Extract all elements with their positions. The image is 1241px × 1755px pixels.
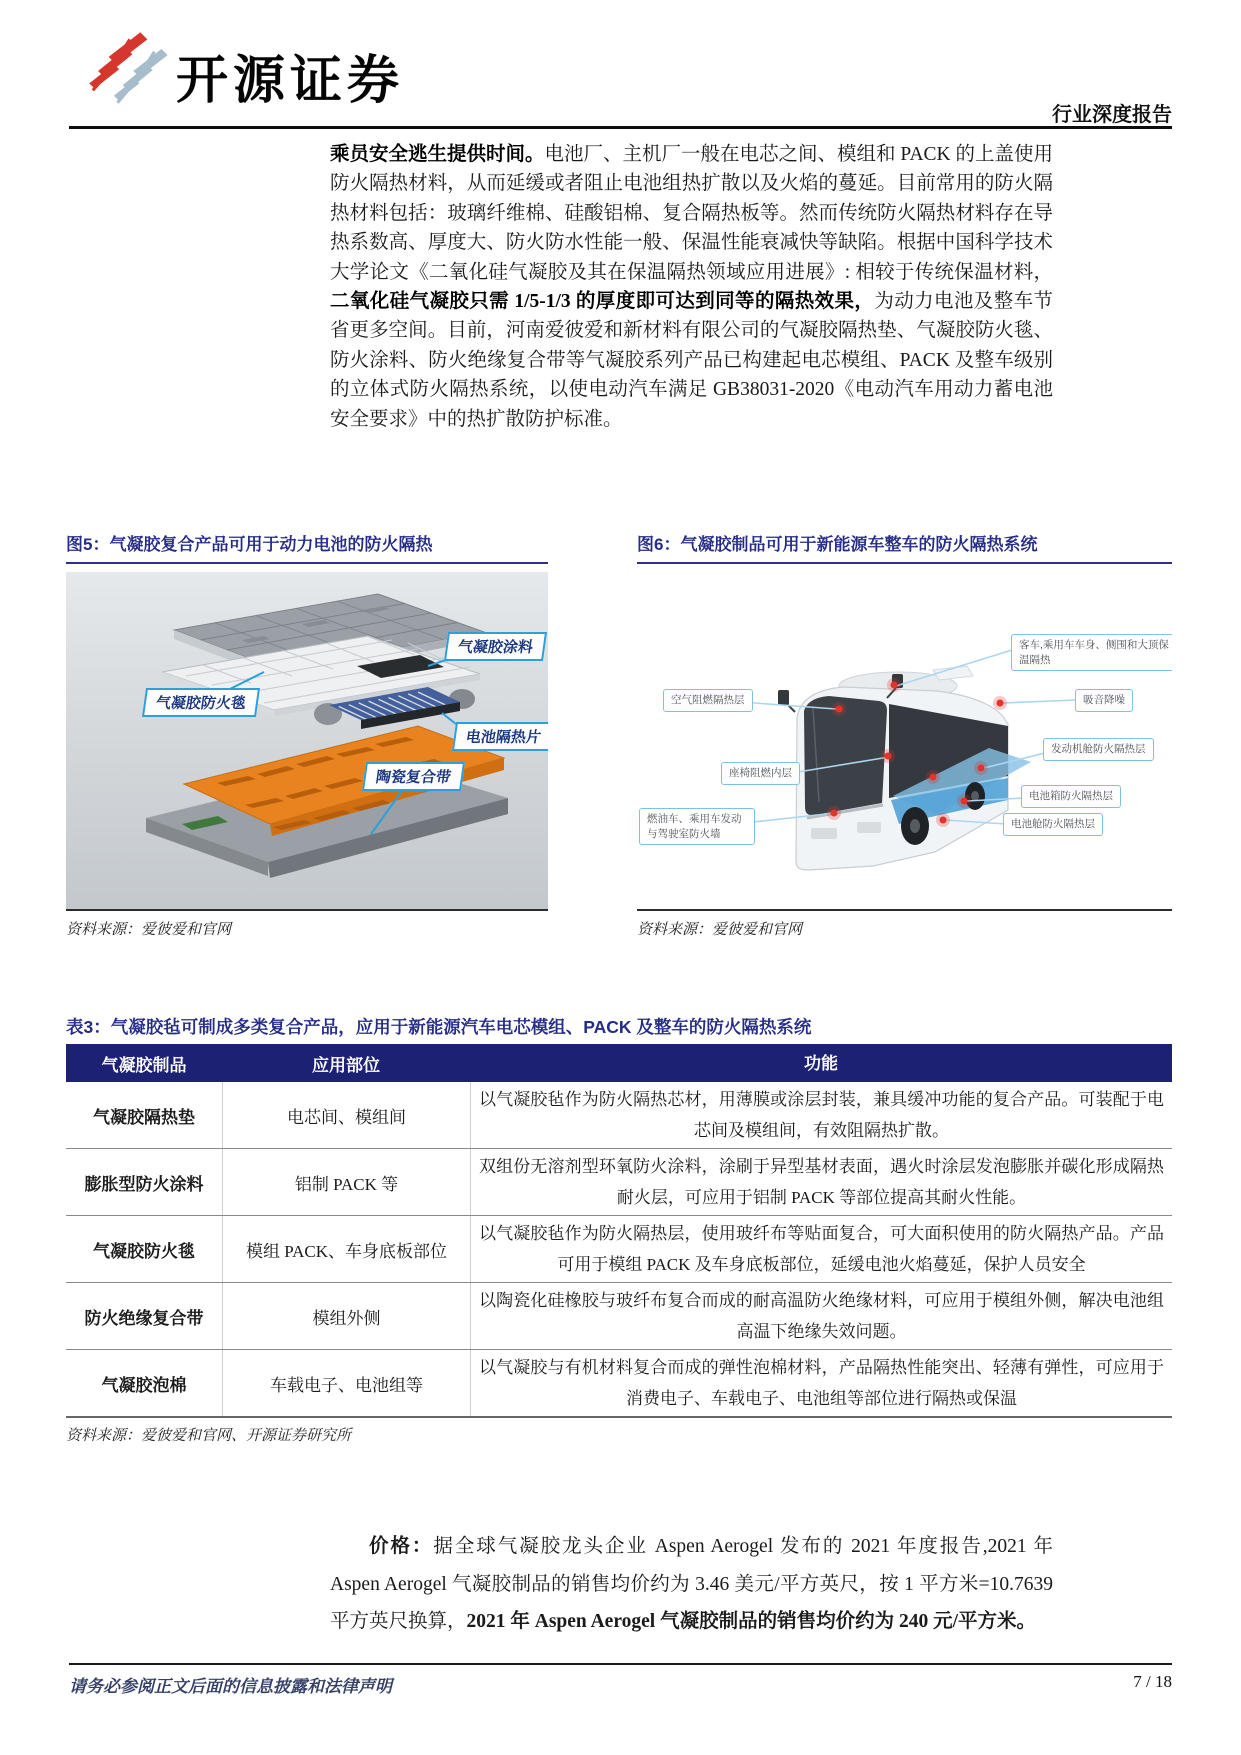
table3-source: 资料来源：爱彼爱和官网、开源证券研究所 bbox=[66, 1428, 352, 1444]
brand-name: 开源证券 bbox=[176, 52, 405, 110]
figure6 bbox=[637, 530, 1172, 939]
figure5 bbox=[66, 530, 548, 939]
figure6-image bbox=[637, 572, 1172, 911]
table-row bbox=[66, 1283, 1172, 1350]
fig5-callout-label: 电池隔热片 bbox=[452, 722, 548, 751]
cell-application: 车载电子、电池组等 bbox=[223, 1350, 471, 1416]
price-paragraph bbox=[330, 1528, 1053, 1641]
cell-function bbox=[471, 1082, 1172, 1148]
fig5-callout-label: 气凝胶防火毯 bbox=[142, 688, 260, 717]
fig6-callout-label: 燃油车、乘用车发动与驾驶室防火墙 bbox=[639, 808, 755, 845]
table3-header-function bbox=[470, 1044, 1172, 1082]
figure6-title: 图6：气凝胶制品可用于新能源车整车的防火隔热系统 bbox=[637, 530, 1172, 564]
para-bold-lead: 乘员安全逃生提供时间。 bbox=[330, 144, 545, 165]
cell-function-text: 以气凝胶与有机材料复合而成的弹性泡棉材料，产品隔热性能突出、轻薄有弹性，可应用于消费电子、车载电子、电池组等部位进行隔热或保温 bbox=[479, 1358, 1164, 1408]
fig6-callout-label: 座椅阻燃内层 bbox=[721, 762, 800, 785]
figure5-source: 资料来源：爱彼爱和官网 bbox=[66, 922, 232, 938]
figure5-image bbox=[66, 572, 548, 911]
cell-function-text: 双组份无溶剂型环氧防火涂料，涂刷于异型基材表面，遇火时涂层发泡膨胀并碳化形成隔热耐火层，可应用于铝制 PACK 等部位提高其耐火性能。 bbox=[479, 1157, 1164, 1207]
cell-application: 铝制 PACK 等 bbox=[223, 1149, 471, 1215]
header-divider bbox=[69, 126, 1172, 129]
fig6-callout-label: 发动机舱防火隔热层 bbox=[1043, 738, 1154, 761]
fig6-callout-label: 电池舱防火隔热层 bbox=[1003, 813, 1103, 836]
para-text-b: 为动力电池及整车节省更多空间。目前，河南爱彼爱和新材料有限公司的气凝胶隔热垫、气凝胶防火毯、防火涂料、防火绝缘复合带等气凝胶系列产品已构建起电芯模组、PACK 及整车级别的立体式防火隔热系统，以使电动汽车满足 GB38031-2020《电动汽车用动力蓄电池安全要求》中的热扩散防护标准。 bbox=[330, 291, 1053, 430]
price-bold-end: 2021 年 Aspen Aerogel 气凝胶制品的销售均价约为 240 元/平方米。 bbox=[466, 1611, 1036, 1632]
figure6-source: 资料来源：爱彼爱和官网 bbox=[637, 922, 803, 938]
cell-function-text: 以气凝胶毡作为防火隔热层，使用玻纤布等贴面复合，可大面积使用的防火隔热产品。产品可用于模组 PACK 及车身底板部位，延缓电池火焰蔓延，保护人员安全 bbox=[479, 1224, 1164, 1274]
table3-title: 表3：气凝胶毡可制成多类复合产品，应用于新能源汽车电芯模组、PACK 及整车的防火隔热系统 bbox=[66, 1017, 812, 1037]
para-text-a: 电池厂、主机厂一般在电芯之间、模组和 PACK 的上盖使用防火隔热材料，从而延缓或者阻止电池组热扩散以及火焰的蔓延。目前常用的防火隔热材料包括：玻璃纤维棉、硅酸铝棉、复合隔热板等。然而传统防火隔热材料存在导热系数高、厚度大、防火防水性能一般、保温性能衰减快等缺陷。根据中国科学技术大学论文《二氧化硅气凝胶及其在保温隔热领域应用进展》: 相较于传统保温材料， bbox=[330, 144, 1053, 283]
table3-header-row bbox=[66, 1044, 1172, 1082]
cell-function bbox=[471, 1216, 1172, 1282]
cell-function bbox=[471, 1149, 1172, 1215]
figure5-title: 图5：气凝胶复合产品可用于动力电池的防火隔热 bbox=[66, 530, 548, 564]
cell-function bbox=[471, 1350, 1172, 1416]
cell-application: 模组 PACK、车身底板部位 bbox=[223, 1216, 471, 1282]
cell-application: 模组外侧 bbox=[223, 1283, 471, 1349]
cell-product: 气凝胶防火毯 bbox=[66, 1216, 223, 1282]
table-row bbox=[66, 1216, 1172, 1283]
cell-product: 膨胀型防火涂料 bbox=[66, 1149, 223, 1215]
table-row bbox=[66, 1149, 1172, 1216]
table-row bbox=[66, 1082, 1172, 1149]
fig5-callout-label: 气凝胶涂料 bbox=[444, 632, 547, 661]
cell-application: 电芯间、模组间 bbox=[223, 1082, 471, 1148]
body-paragraph bbox=[330, 140, 1053, 434]
cell-product: 防火绝缘复合带 bbox=[66, 1283, 223, 1349]
footer-disclaimer: 请务必参阅正文后面的信息披露和法律声明 bbox=[69, 1677, 392, 1696]
cell-product: 气凝胶泡棉 bbox=[66, 1350, 223, 1416]
table3-header-function-label: 功能 bbox=[804, 1053, 838, 1073]
price-bold-lead: 价格： bbox=[369, 1536, 434, 1557]
table-row bbox=[66, 1350, 1172, 1418]
price-text-a: 据全球气凝胶龙头企业 Aspen Aerogel 发布的 2021 年度报告,2021 年 Aspen Aerogel 气凝胶制品的销售均价约为 3.46 美元/平方英尺，按 1 平方米=10.7639 平方英尺换算， bbox=[330, 1536, 1053, 1632]
cell-function-text: 以气凝胶毡作为防火隔热芯材，用薄膜或涂层封装，兼具缓冲功能的复合产品。可装配于电芯间及模组间，有效阻隔热扩散。 bbox=[479, 1090, 1164, 1140]
fig5-callout-label: 陶瓷复合带 bbox=[362, 762, 465, 791]
table3-header-application: 应用部位 bbox=[312, 1055, 380, 1075]
brand-logo-icon bbox=[84, 26, 172, 116]
fig6-callout-label: 吸音降噪 bbox=[1075, 689, 1133, 712]
cell-product: 气凝胶隔热垫 bbox=[66, 1082, 223, 1148]
report-type-label: 行业深度报告 bbox=[1052, 104, 1172, 126]
cell-function bbox=[471, 1283, 1172, 1349]
fig6-callout-label: 电池箱防火隔热层 bbox=[1021, 785, 1121, 808]
footer-page-number: 7 / 18 bbox=[1133, 1672, 1172, 1691]
table3-header-product: 气凝胶制品 bbox=[101, 1055, 187, 1075]
cell-function-text: 以陶瓷化硅橡胶与玻纤布复合而成的耐高温防火绝缘材料，可应用于模组外侧，解决电池组高温下绝缘失效问题。 bbox=[479, 1291, 1164, 1341]
para-bold-mid: 二氧化硅气凝胶只需 1/5-1/3 的厚度即可达到同等的隔热效果， bbox=[330, 291, 875, 313]
fig6-callout-label: 客车,乘用车车身、侧围和大顶保温隔热 bbox=[1011, 634, 1172, 671]
footer-divider bbox=[69, 1663, 1172, 1665]
table3 bbox=[66, 1044, 1172, 1418]
fig6-callout-label: 空气阻燃隔热层 bbox=[663, 689, 753, 712]
